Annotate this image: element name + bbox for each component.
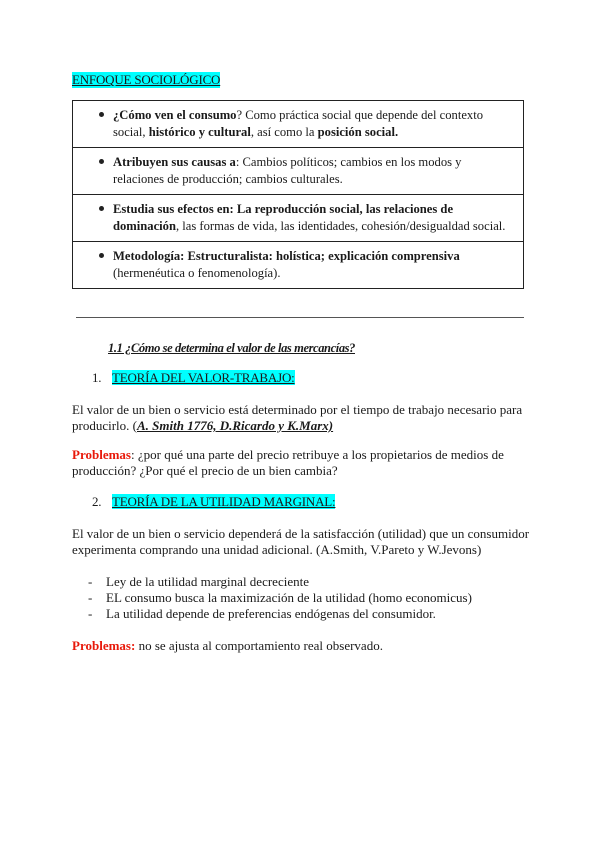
bullet-dot-icon bbox=[99, 112, 104, 117]
dash-marker: - bbox=[88, 590, 93, 605]
heading-valor-trabajo bbox=[92, 370, 295, 386]
dash-marker: - bbox=[88, 574, 93, 589]
bold-text: ¿Cómo ven el consumo bbox=[113, 108, 237, 122]
section-subtitle: 1.1 ¿Cómo se determina el valor de las mercancías? bbox=[108, 341, 355, 355]
bullet-list bbox=[88, 574, 472, 622]
bullet-dot-icon bbox=[99, 159, 104, 164]
heading-number: 1. bbox=[92, 370, 102, 385]
problemas-label: Problemas bbox=[72, 447, 131, 462]
row-text bbox=[113, 107, 515, 141]
paragraph-problemas-2 bbox=[72, 638, 532, 654]
plain-text: El valor de un bien o servicio está determinado por el tiempo de trabajo necesario para producirlo. ( bbox=[72, 402, 523, 433]
heading-number: 2. bbox=[92, 494, 102, 509]
bold-text: Metodología: Estructuralista: holística; explicación comprensiva bbox=[113, 249, 460, 263]
list-item-text: Ley de la utilidad marginal decreciente bbox=[106, 574, 309, 589]
heading-text: TEORÍA DE LA UTILIDAD MARGINAL: bbox=[112, 494, 336, 509]
plain-text: : Cambios políticos; cambios en los modos y relaciones de producción; cambios culturales. bbox=[113, 155, 462, 186]
list-item bbox=[88, 574, 472, 590]
row-text bbox=[113, 248, 515, 282]
list-item-text: EL consumo busca la maximización de la utilidad (homo economicus) bbox=[106, 590, 472, 605]
bold-text: Estudia sus efectos en: La reproducción social, las relaciones de dominación bbox=[113, 202, 454, 233]
reference-text: A. Smith 1776, D.Ricardo y K.Marx) bbox=[136, 418, 334, 433]
plain-text: ? Como práctica social que depende del contexto social, bbox=[113, 108, 484, 139]
problemas-label: Problemas: bbox=[72, 638, 136, 653]
paragraph-problemas-1 bbox=[72, 447, 532, 479]
table-row bbox=[73, 148, 523, 195]
plain-text: (hermenéutica o fenomenología). bbox=[113, 266, 281, 280]
dash-marker: - bbox=[88, 606, 93, 621]
plain-text: : ¿por qué una parte del precio retribuye a los propietarios de medios de producción? ¿Por qué el precio de un bien cambia? bbox=[72, 447, 504, 478]
plain-text: , las formas de vida, las identidades, cohesión/desigualdad social. bbox=[175, 219, 506, 233]
list-item bbox=[88, 606, 472, 622]
bullet-dot-icon bbox=[99, 206, 104, 211]
table-row bbox=[73, 195, 523, 242]
table-row bbox=[73, 242, 523, 288]
bold-text: histórico y cultural bbox=[148, 125, 251, 139]
summary-table bbox=[72, 100, 524, 289]
table-row bbox=[73, 101, 523, 148]
plain-text: , así como la bbox=[250, 125, 318, 139]
plain-text: no se ajusta al comportamiento real observado. bbox=[135, 638, 383, 653]
page-title: ENFOQUE SOCIOLÓGICO bbox=[72, 72, 221, 87]
bold-text: Atribuyen sus causas a bbox=[113, 155, 236, 169]
paragraph-utilidad-marginal: El valor de un bien o servicio dependerá de la satisfacción (utilidad) que un consumidor experimenta comprando una unidad adicional. (A.Smith, V.Pareto y W.Jevons) bbox=[72, 526, 530, 557]
list-item-text: La utilidad depende de preferencias endógenas del consumidor. bbox=[106, 606, 436, 621]
paragraph-valor-trabajo bbox=[72, 402, 532, 434]
row-text bbox=[113, 154, 515, 188]
horizontal-divider bbox=[76, 317, 524, 318]
bold-text: posición social. bbox=[317, 125, 399, 139]
list-item bbox=[88, 590, 472, 606]
heading-text: TEORÍA DEL VALOR-TRABAJO: bbox=[112, 370, 295, 385]
bullet-dot-icon bbox=[99, 253, 104, 258]
heading-utilidad-marginal bbox=[92, 494, 335, 510]
row-text bbox=[113, 201, 515, 235]
